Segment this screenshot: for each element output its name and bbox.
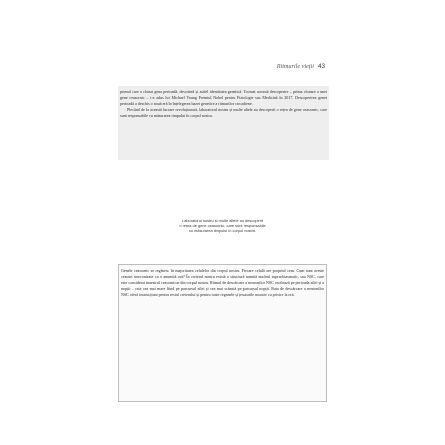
paragraph: Genele ceasornic se regăsesc în majoritatea celulelor din corpul nostru. Fiecare celulă are propriul ceas. Cum sunt aceste ceasuri sincronizate cu o anumită oră? În creierul nostru există o structură numită nucleul suprachiasmatic, sau NSC, care este considerat maestrul ceasornicar din corpul nostru. Ritmul de descărcare a neuronilor NSC oscilează pe perioada zilei și a nopții – rata cea mai mare fiind pe parcursul zilei și cea mai scăzută pe parcursul nopții. Rata de descărcare a neuronilor NSC oferă instrucțiuni pentru restul creierului și pentru toate organele și țesuturile noastre cu privire la oră. — [121, 268, 324, 297]
pull-quote-line: cu măsurarea timpului în corpul nostru. — [188, 228, 257, 233]
paragraph: Plecând de la această lucrare revoluționară, laboratorul nostru și multe altele au descoperit o rețea de gene ceasornic, care sunt responsabile cu măsurarea timpului în corpul nostru. — [120, 107, 327, 119]
main-text — [120, 89, 327, 119]
pull-quote — [0, 218, 445, 233]
page-number: 43 — [318, 63, 326, 70]
pull-quote-line: o rețea de gene ceasornic, care sunt responsabile — [179, 223, 266, 228]
sidebar-box-text — [121, 268, 324, 298]
paragraph: primul care a clonat gena perioadă, descriind și astfel identitatea genetică. Tocmai această descoperire – prima clonare a unei gene ceasornic – i-a adus lui Michael Young Premiul Nobel pentru Fiziologie sau Medicină în 2017. Descoperirea genei perioadă a deschis o nouă eră în înțelegerea bazei genetice a ritmurilor circadiene. — [120, 89, 327, 107]
running-title: Ritmurile vieții — [276, 63, 314, 70]
pull-quote-line: Laboratorul nostru și multe altele au descoperit — [182, 218, 263, 223]
